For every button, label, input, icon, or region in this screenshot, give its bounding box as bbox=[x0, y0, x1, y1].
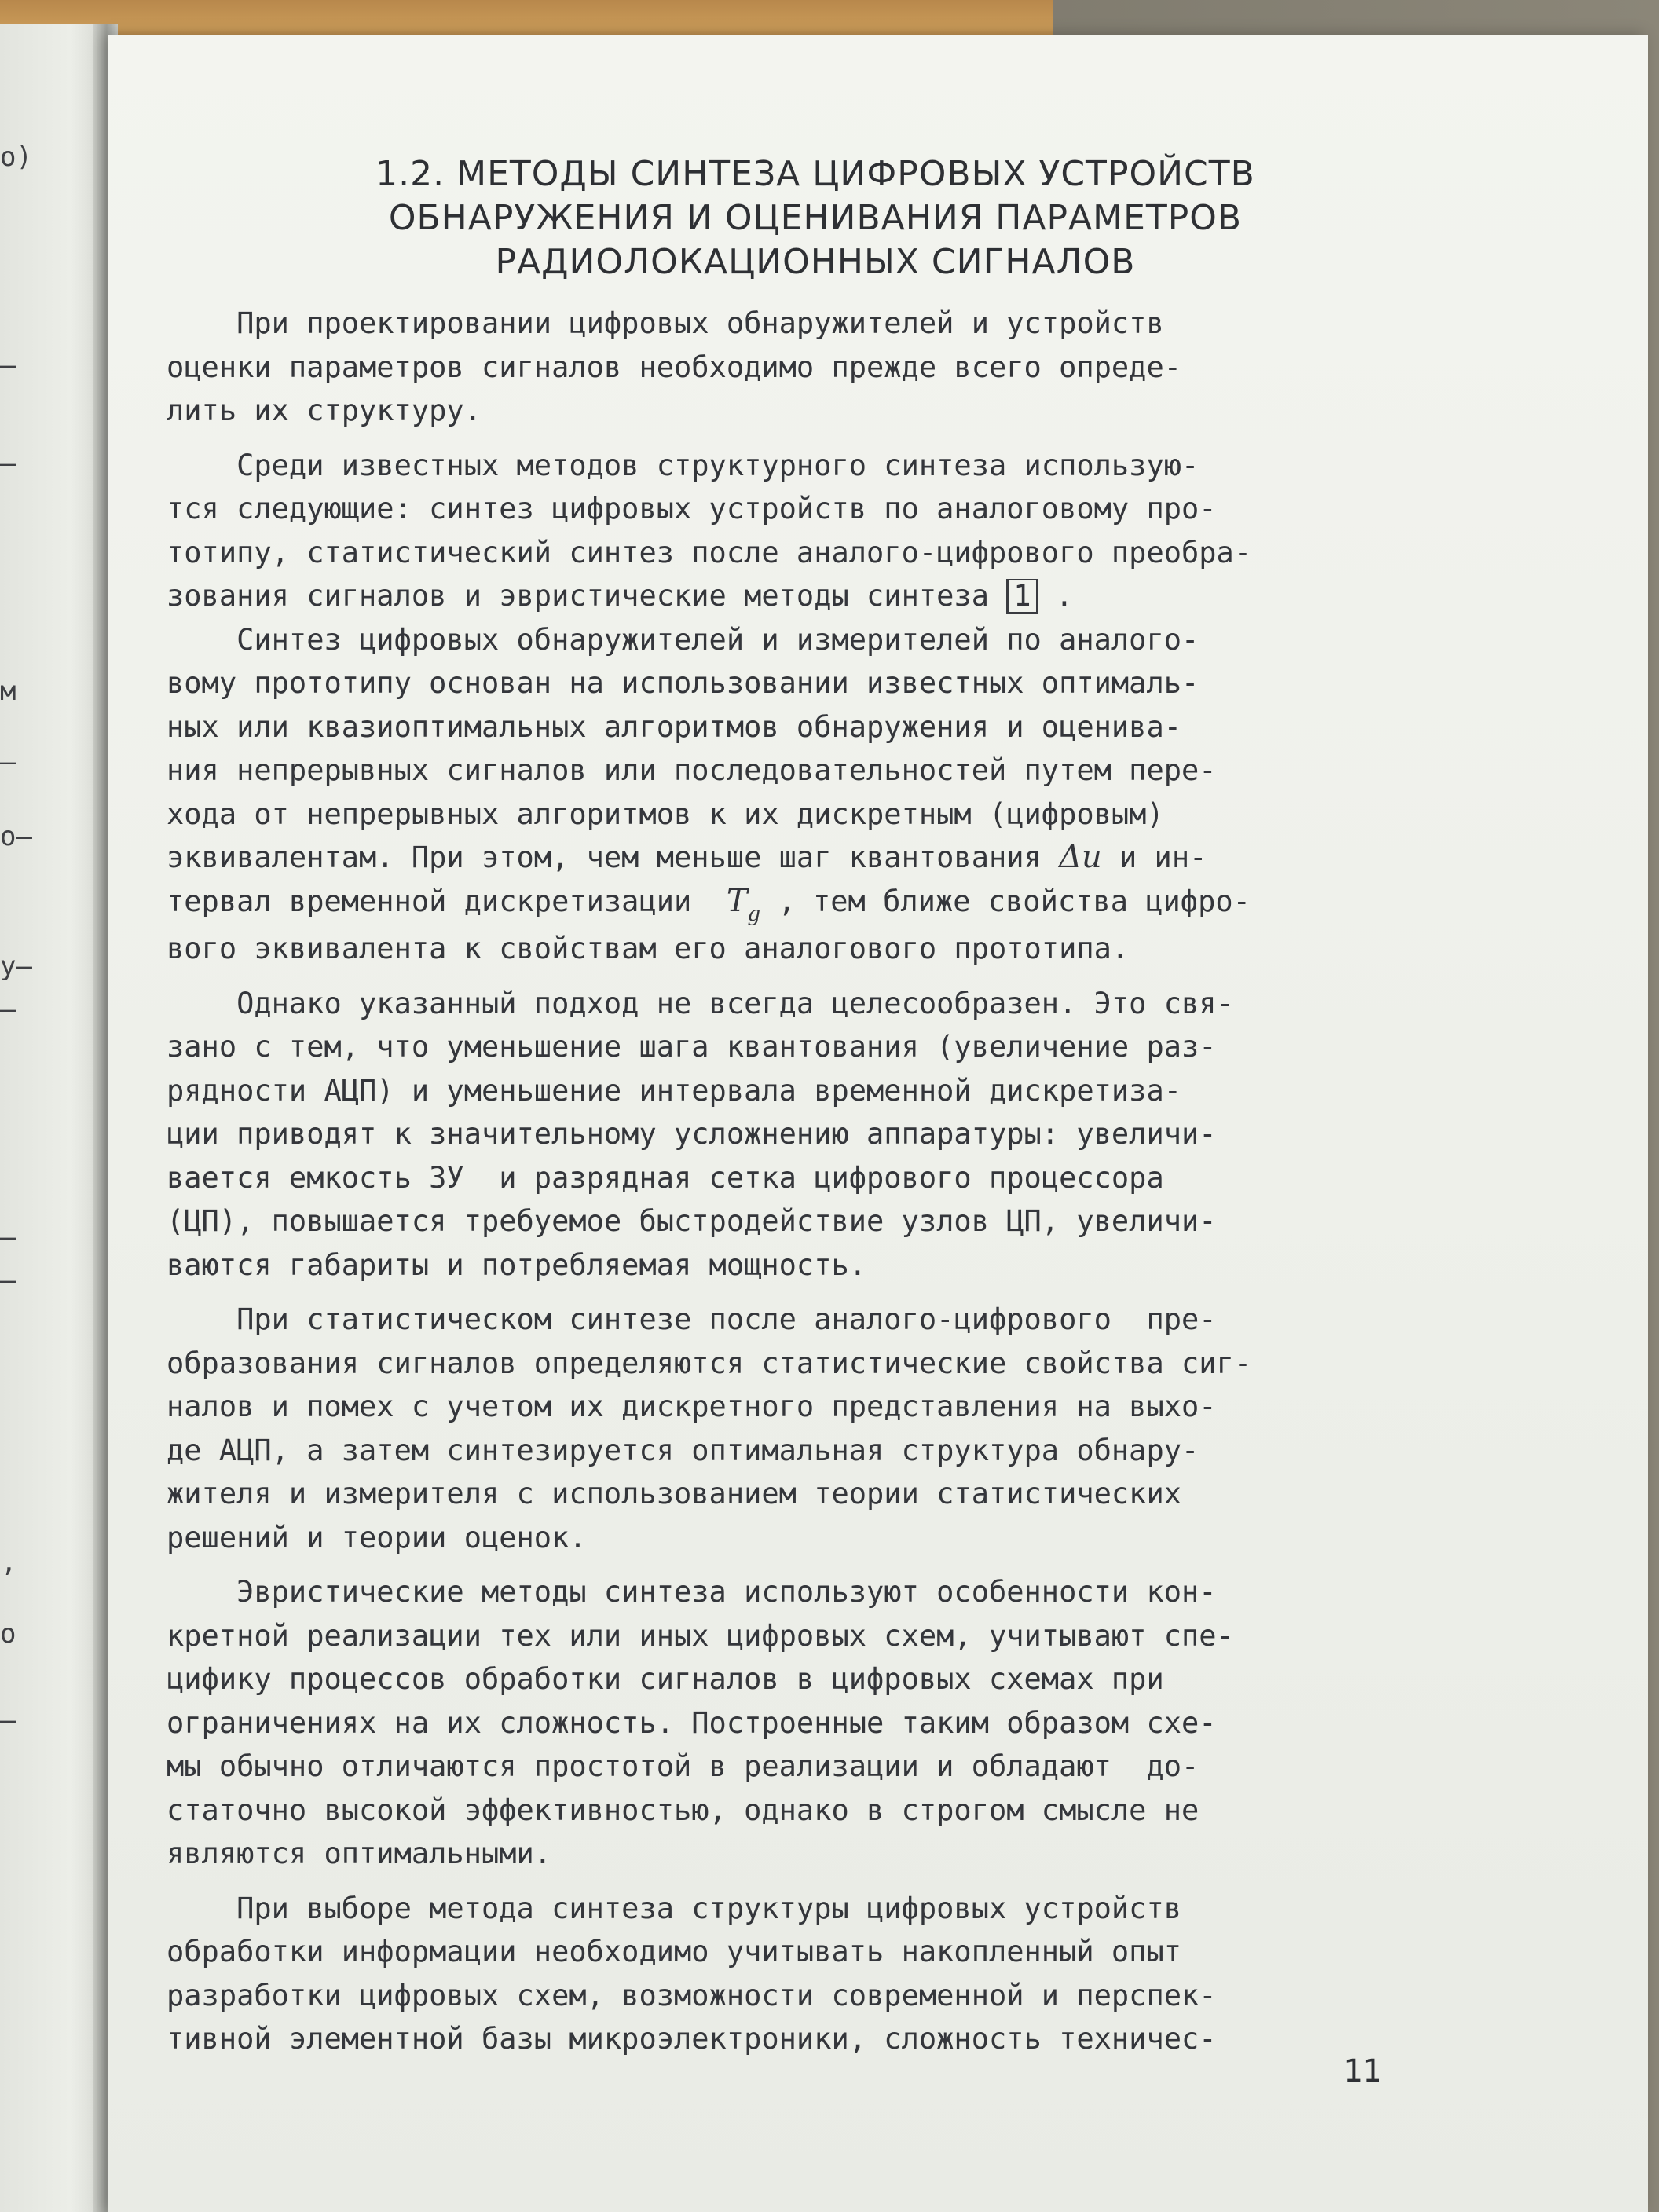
text-line: тивной элементной базы микроэлектроники, сложность техничес- bbox=[167, 2022, 1217, 2056]
text-line: мы обычно отличаются простотой в реализации и обладают до- bbox=[167, 1749, 1199, 1783]
text-line: решений и теории оценок. bbox=[167, 1520, 587, 1555]
text-line: ваются габариты и потребляемая мощность. bbox=[167, 1247, 867, 1282]
text-line: Однако указанный подход не всегда целесообразен. Это свя- bbox=[167, 986, 1234, 1020]
text-line: вого эквивалента к свойствам его аналогового прототипа. bbox=[167, 932, 1130, 965]
left-page-fragment: — bbox=[0, 1221, 16, 1253]
text-fragment: . bbox=[1038, 579, 1074, 613]
text-line: разработки цифровых схем, возможности современной и перспек- bbox=[167, 1978, 1217, 2012]
text-line: ограничениях на их сложность. Построенные таким образом схе- bbox=[167, 1705, 1217, 1740]
text-line: При выборе метода синтеза структуры цифровых устройств bbox=[167, 1891, 1182, 1925]
text-line: являются оптимальными. bbox=[167, 1837, 552, 1870]
text-line: ных или квазиоптимальных алгоритмов обнаружения и оценива- bbox=[167, 709, 1182, 744]
text-line: (ЦП), повышается требуемое быстродействие узлов ЦП, увеличи- bbox=[167, 1204, 1217, 1238]
text-fragment: зования сигналов и эвристические методы синтеза bbox=[167, 579, 1007, 613]
text-fragment: тервал временной дискретизации bbox=[167, 884, 727, 918]
paragraph-intro bbox=[167, 302, 1502, 433]
paragraph-methods bbox=[167, 444, 1502, 618]
paragraph-method-choice bbox=[167, 1887, 1502, 2061]
left-page-fragment: — bbox=[0, 448, 16, 479]
text-line: оценки параметров сигналов необходимо прежде всего опреде- bbox=[167, 350, 1182, 384]
paragraph-statistical bbox=[167, 1298, 1502, 1559]
heading-line: 1.2. МЕТОДЫ СИНТЕЗА ЦИФРОВЫХ УСТРОЙСТВ bbox=[375, 154, 1255, 194]
text-line: Среди известных методов структурного синтеза использую- bbox=[167, 448, 1199, 482]
symbol-t: T bbox=[726, 882, 748, 919]
text-line: де АЦП, а затем синтезируется оптимальная структура обнару- bbox=[167, 1433, 1199, 1467]
text-line: кретной реализации тех или иных цифровых схем, учитывают спе- bbox=[167, 1618, 1234, 1653]
left-page-fragment: — bbox=[0, 746, 16, 778]
text-line bbox=[167, 880, 1502, 928]
paragraph-heuristic bbox=[167, 1570, 1502, 1876]
text-line bbox=[167, 574, 1502, 618]
text-line: ния непрерывных сигналов или последовательностей путем пере- bbox=[167, 753, 1217, 787]
right-page bbox=[108, 35, 1648, 2212]
text-line: лить их структуру. bbox=[167, 394, 482, 427]
text-line: тся следующие: синтез цифровых устройств по аналоговому про- bbox=[167, 492, 1217, 526]
text-line: тотипу, статистический синтез после аналого-цифрового преобра- bbox=[167, 535, 1252, 569]
left-page-fragment: ʼ bbox=[0, 1563, 16, 1595]
text-line: вому прототипу основан на использовании известных оптималь- bbox=[167, 666, 1199, 700]
symbol-delta-u: Δu bbox=[1059, 839, 1102, 875]
text-line: При проектировании цифровых обнаружителей и устройств bbox=[167, 306, 1164, 340]
text-fragment: эквивалентам. При этом, чем меньше шаг квантования bbox=[167, 840, 1060, 874]
page-number: 11 bbox=[1343, 2053, 1382, 2089]
left-page-fragment: м bbox=[0, 676, 16, 707]
left-page-fragment: — bbox=[0, 1265, 16, 1296]
text-line: рядности АЦП) и уменьшение интервала временной дискретиза- bbox=[167, 1073, 1182, 1108]
left-page-fragment: — bbox=[0, 1705, 16, 1736]
paragraph-analog-prototype bbox=[167, 618, 1502, 971]
left-page-fragment: — bbox=[0, 994, 16, 1025]
text-line: цифику процессов обработки сигналов в цифровых схемах при bbox=[167, 1662, 1164, 1696]
text-line: обработки информации необходимо учитывать накопленный опыт bbox=[167, 1935, 1182, 1968]
left-page-fragment: о bbox=[0, 1618, 16, 1650]
text-line bbox=[167, 836, 1502, 880]
heading-line: РАДИОЛОКАЦИОННЫХ СИГНАЛОВ bbox=[495, 242, 1136, 282]
symbol-t-subscript: g bbox=[747, 902, 761, 926]
paragraph-drawbacks bbox=[167, 982, 1502, 1287]
text-line: хода от непрерывных алгоритмов к их дискретным (цифровым) bbox=[167, 797, 1164, 831]
citation-reference: 1 bbox=[1006, 579, 1038, 614]
left-page-fragment: о— bbox=[0, 821, 32, 852]
text-line: При статистическом синтезе после аналого-цифрового пре- bbox=[167, 1302, 1217, 1336]
text-line: зано с тем, что уменьшение шага квантования (увеличение раз- bbox=[167, 1030, 1217, 1064]
left-page-fragment: — bbox=[0, 350, 16, 381]
text-line: Эвристические методы синтеза используют особенности кон- bbox=[167, 1575, 1217, 1609]
text-fragment: , тем ближе свойства цифро- bbox=[760, 884, 1251, 918]
text-line: Синтез цифровых обнаружителей и измерителей по аналого- bbox=[167, 622, 1199, 657]
text-line: жителя и измерителя с использованием теории статистических bbox=[167, 1477, 1182, 1511]
text-line: вается емкость ЗУ и разрядная сетка цифрового процессора bbox=[167, 1160, 1164, 1195]
text-line: налов и помех с учетом их дискретного представления на выхо- bbox=[167, 1390, 1217, 1423]
left-page-fragment: у— bbox=[0, 950, 32, 982]
text-line: образования сигналов определяются статистические свойства сиг- bbox=[167, 1346, 1252, 1380]
left-page-fragment: о) bbox=[0, 141, 32, 173]
section-heading bbox=[266, 152, 1365, 284]
text-line: статочно высокой эффективностью, однако в строгом смысле не bbox=[167, 1793, 1199, 1827]
text-fragment: и ин- bbox=[1101, 840, 1207, 874]
body-text bbox=[167, 302, 1502, 2061]
text-line: ции приводят к значительному усложнению аппаратуры: увеличи- bbox=[167, 1117, 1217, 1151]
heading-line: ОБНАРУЖЕНИЯ И ОЦЕНИВАНИЯ ПАРАМЕТРОВ bbox=[388, 198, 1243, 238]
